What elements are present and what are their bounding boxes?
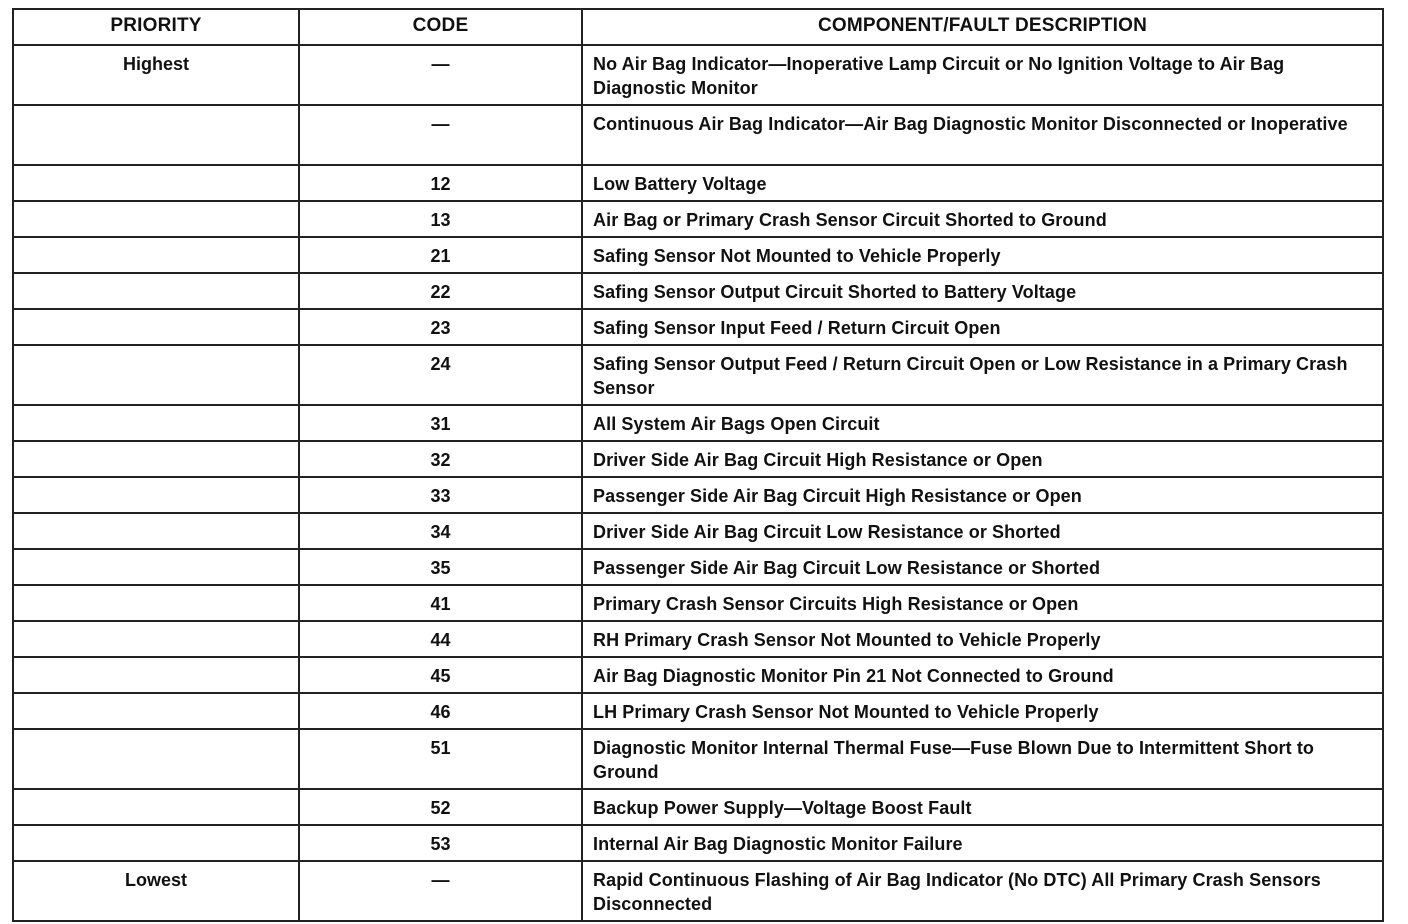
code-cell: 41 <box>299 585 582 621</box>
table-row <box>13 405 1383 441</box>
priority-cell <box>13 729 299 789</box>
priority-cell <box>13 105 299 165</box>
code-cell: 22 <box>299 273 582 309</box>
table-header <box>13 9 1383 45</box>
description-cell: Low Battery Voltage <box>582 165 1383 201</box>
description-cell: Rapid Continuous Flashing of Air Bag Indicator (No DTC) All Primary Crash Sensors Disconnected <box>582 861 1383 921</box>
code-cell: 33 <box>299 477 582 513</box>
table-row <box>13 345 1383 405</box>
priority-cell <box>13 477 299 513</box>
table-row <box>13 513 1383 549</box>
table-row <box>13 621 1383 657</box>
priority-cell <box>13 789 299 825</box>
priority-cell <box>13 585 299 621</box>
table-row <box>13 657 1383 693</box>
priority-cell <box>13 693 299 729</box>
priority-cell <box>13 405 299 441</box>
priority-cell <box>13 273 299 309</box>
priority-cell <box>13 825 299 861</box>
table-row <box>13 789 1383 825</box>
header-priority: PRIORITY <box>13 9 299 45</box>
description-cell: Safing Sensor Output Circuit Shorted to Battery Voltage <box>582 273 1383 309</box>
table-row <box>13 441 1383 477</box>
table-row <box>13 825 1383 861</box>
description-cell: LH Primary Crash Sensor Not Mounted to Vehicle Properly <box>582 693 1383 729</box>
table-row <box>13 273 1383 309</box>
table-row <box>13 861 1383 921</box>
description-cell: Internal Air Bag Diagnostic Monitor Failure <box>582 825 1383 861</box>
priority-cell <box>13 165 299 201</box>
table-row <box>13 237 1383 273</box>
code-cell: 24 <box>299 345 582 405</box>
description-cell: Primary Crash Sensor Circuits High Resistance or Open <box>582 585 1383 621</box>
table-row <box>13 201 1383 237</box>
code-cell: 13 <box>299 201 582 237</box>
table-row <box>13 693 1383 729</box>
description-cell: RH Primary Crash Sensor Not Mounted to Vehicle Properly <box>582 621 1383 657</box>
code-cell: 34 <box>299 513 582 549</box>
code-cell: 52 <box>299 789 582 825</box>
header-row <box>13 9 1383 45</box>
table-body <box>13 45 1383 921</box>
code-cell: 35 <box>299 549 582 585</box>
code-cell: 53 <box>299 825 582 861</box>
code-cell: — <box>299 861 582 921</box>
priority-cell <box>13 549 299 585</box>
fault-priority-table <box>12 8 1384 922</box>
description-cell: All System Air Bags Open Circuit <box>582 405 1383 441</box>
description-cell: Passenger Side Air Bag Circuit Low Resistance or Shorted <box>582 549 1383 585</box>
code-cell: — <box>299 105 582 165</box>
header-code: CODE <box>299 9 582 45</box>
code-cell: 51 <box>299 729 582 789</box>
code-cell: 44 <box>299 621 582 657</box>
code-cell: 31 <box>299 405 582 441</box>
code-cell: 12 <box>299 165 582 201</box>
description-cell: Safing Sensor Input Feed / Return Circuit Open <box>582 309 1383 345</box>
priority-cell <box>13 441 299 477</box>
table-row <box>13 165 1383 201</box>
priority-cell <box>13 345 299 405</box>
description-cell: Air Bag or Primary Crash Sensor Circuit Shorted to Ground <box>582 201 1383 237</box>
description-cell: No Air Bag Indicator—Inoperative Lamp Circuit or No Ignition Voltage to Air Bag Diagnostic Monitor <box>582 45 1383 105</box>
table-row <box>13 549 1383 585</box>
header-description: COMPONENT/FAULT DESCRIPTION <box>582 9 1383 45</box>
priority-cell <box>13 309 299 345</box>
description-cell: Safing Sensor Not Mounted to Vehicle Properly <box>582 237 1383 273</box>
priority-cell <box>13 237 299 273</box>
code-cell: 45 <box>299 657 582 693</box>
description-cell: Backup Power Supply—Voltage Boost Fault <box>582 789 1383 825</box>
description-cell: Driver Side Air Bag Circuit Low Resistance or Shorted <box>582 513 1383 549</box>
priority-cell <box>13 201 299 237</box>
description-cell: Driver Side Air Bag Circuit High Resistance or Open <box>582 441 1383 477</box>
table-row <box>13 45 1383 105</box>
table-row <box>13 309 1383 345</box>
description-cell: Diagnostic Monitor Internal Thermal Fuse—Fuse Blown Due to Intermittent Short to Ground <box>582 729 1383 789</box>
table-row <box>13 477 1383 513</box>
table-row <box>13 585 1383 621</box>
description-cell: Air Bag Diagnostic Monitor Pin 21 Not Connected to Ground <box>582 657 1383 693</box>
code-cell: 32 <box>299 441 582 477</box>
description-cell: Continuous Air Bag Indicator—Air Bag Diagnostic Monitor Disconnected or Inoperative <box>582 105 1383 165</box>
code-cell: 21 <box>299 237 582 273</box>
priority-cell <box>13 621 299 657</box>
table-row <box>13 105 1383 165</box>
description-cell: Safing Sensor Output Feed / Return Circuit Open or Low Resistance in a Primary Crash Sensor <box>582 345 1383 405</box>
code-cell: 23 <box>299 309 582 345</box>
description-cell: Passenger Side Air Bag Circuit High Resistance or Open <box>582 477 1383 513</box>
code-cell: — <box>299 45 582 105</box>
table-row <box>13 729 1383 789</box>
fault-priority-table-container <box>12 8 1382 922</box>
priority-cell <box>13 657 299 693</box>
priority-cell: Lowest <box>13 861 299 921</box>
priority-cell <box>13 513 299 549</box>
priority-cell: Highest <box>13 45 299 105</box>
code-cell: 46 <box>299 693 582 729</box>
